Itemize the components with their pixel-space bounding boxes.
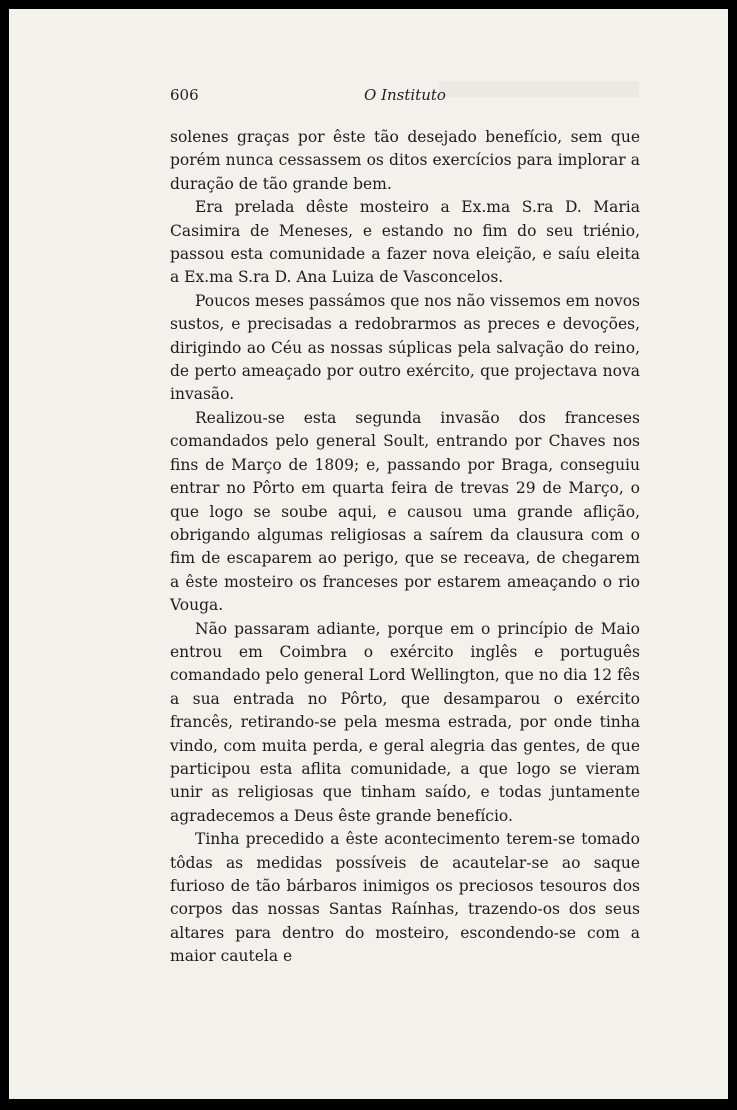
paragraph-wellington: Não passaram adiante, porque em o princípio de Maio entrou em Coimbra o exército inglês e português comandado pelo general Lord Wellington, que no dia 12 fês a sua entrada no Pôrto, que desamparou o exército francês, retirando-se pela mesma estrada, por onde tinha vindo, com muita perda, e geral alegria das gentes, de que participou esta aflita comunidade, a que logo se vieram unir as religiosas que tinham saído, e todas juntamente agradecemos a Deus êste grande benefício.: [170, 619, 640, 825]
paragraph-continuation: solenes graças por êste tão desejado benefício, sem que porém nunca cessassem os ditos exercícios para implorar a duração de tão grande bem.: [170, 128, 640, 193]
body-text: [170, 126, 640, 969]
running-title: O Instituto: [364, 86, 446, 104]
scanned-page: [9, 9, 728, 1099]
page-number: 606: [170, 86, 199, 104]
paragraph-sustos: Poucos meses passámos que nos não vissemos em novos sustos, e precisadas a redobrarmos as preces e devoções, dirigindo ao Céu as nossas súplicas pela salvação do reino, de perto ameaçado por outro exército, que projectava nova invasão.: [170, 291, 640, 404]
paragraph-prelada: Era prelada dêste mosteiro a Ex.ma S.ra D. Maria Casimira de Meneses, e estando no fim do seu triénio, passou esta comunidade a fazer nova eleição, e saíu eleita a Ex.ma S.ra D. Ana Luiza de Vasconcelos.: [170, 198, 640, 287]
page-header: [170, 86, 640, 110]
paragraph-invasao: Realizou-se esta segunda invasão dos franceses comandados pelo general Soult, entrando por Chaves nos fins de Março de 1809; e, passando por Braga, conseguiu entrar no Pôrto em quarta feira de trevas 29 de Março, o que logo se soube aqui, e causou uma grande aflição, obrigando algumas religiosas a saírem da clausura com o fim de escaparem ao perigo, que se receava, de chegarem a êste mosteiro os franceses por estarem ameaçando o rio Vouga.: [170, 408, 640, 615]
paragraph-tesouros: Tinha precedido a êste acontecimento terem-se tomado tôdas as medidas possíveis de acautelar-se ao saque furioso de tão bárbaros inimigos os preciosos tesouros dos corpos das nossas Santas Raínhas, trazendo-os dos seus altares para dentro do mosteiro, escondendo-se com a maior cautela e: [170, 830, 640, 966]
